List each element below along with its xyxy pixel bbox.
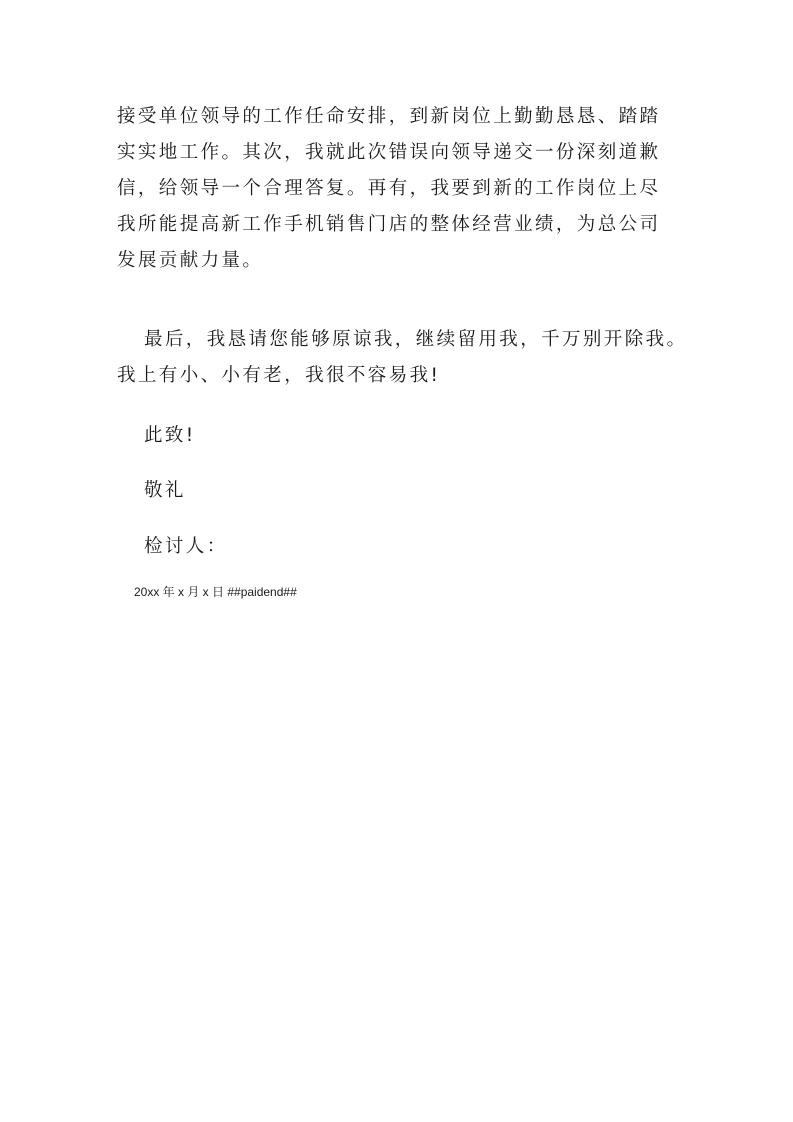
paragraph-line: 发展贡献力量。: [117, 250, 264, 271]
paragraph-line: 实实地工作。其次，我就此次错误向领导递交一份深刻道歉: [117, 142, 661, 163]
paragraph-line: 我所能提高新工作手机销售门店的整体经营业绩，为总公司: [117, 214, 661, 235]
closing-phrase: 此致!: [144, 425, 196, 446]
salutation: 敬礼: [144, 480, 186, 501]
paragraph-line: 接受单位领导的工作任命安排，到新岗位上勤勤恳恳、踏踏: [117, 106, 661, 127]
paragraph-line: 我上有小、小有老，我很不容易我!: [117, 365, 441, 386]
body-paragraph-2: [117, 322, 688, 394]
date-line: 20xx 年 x 月 x 日 ##paidend##: [134, 585, 297, 599]
signer-label: 检讨人：: [144, 536, 228, 557]
body-paragraph-1: [117, 99, 677, 279]
paragraph-line: 信，给领导一个合理答复。再有，我要到新的工作岗位上尽: [117, 178, 661, 199]
paragraph-line: 最后，我恳请您能够原谅我，继续留用我，千万别开除我。: [144, 329, 688, 350]
